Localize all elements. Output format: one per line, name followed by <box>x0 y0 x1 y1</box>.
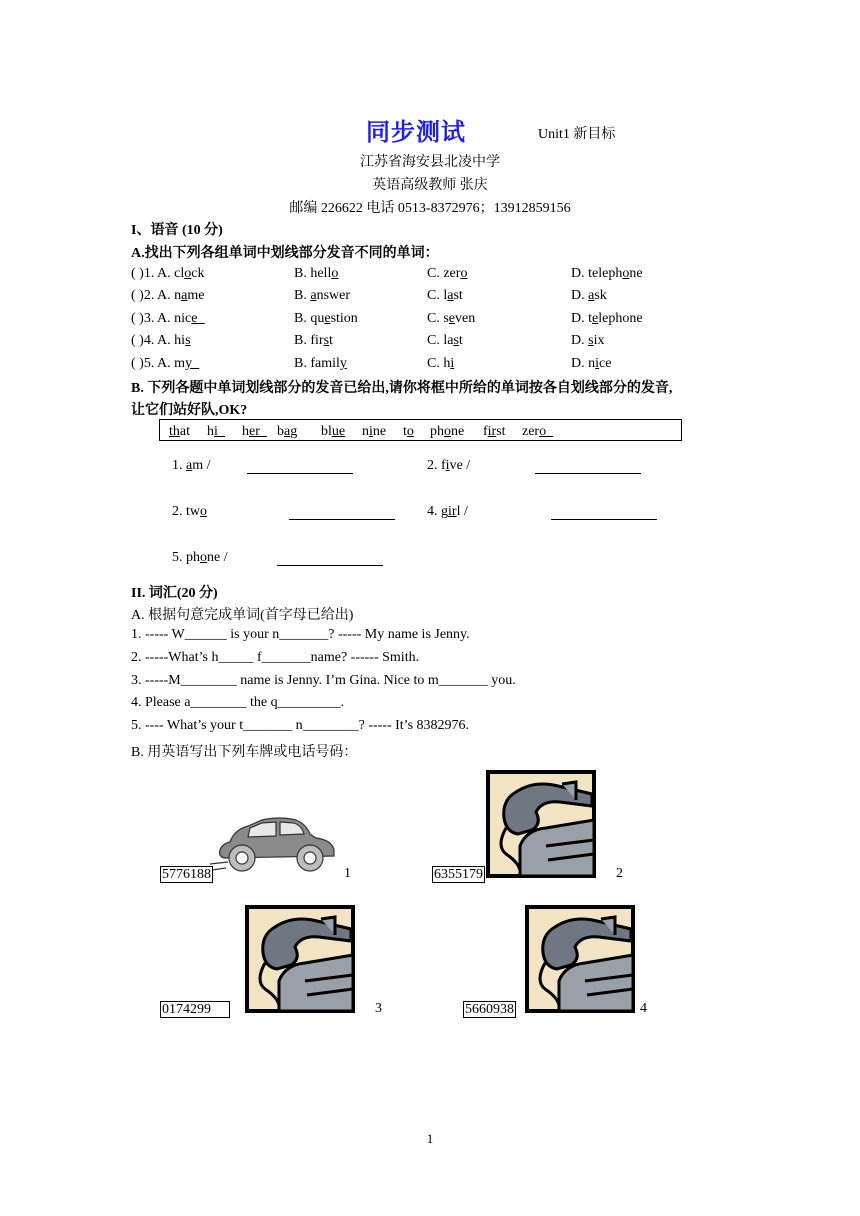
section-2b-heading: B. 用英语写出下列车牌或电话号码： <box>131 745 358 760</box>
option-b: B. answer <box>294 288 350 303</box>
vocab-line-3: 3. -----M________ name is Jenny. I’m Gina. Nice to m_______ you. <box>131 673 516 688</box>
option-d: D. telephone <box>571 266 643 281</box>
box-word: blue <box>321 424 346 439</box>
option-d: D. nice <box>571 356 612 371</box>
option-b: B. hello <box>294 266 339 281</box>
box-word: bag <box>277 424 298 439</box>
plate-1: 5776188 <box>162 867 211 882</box>
option-c: C. last <box>427 333 463 348</box>
vocab-line-2: 2. -----What’s h_____ f_______name? ------ Smith. <box>131 650 420 665</box>
school-name: 江苏省海安县北凌中学 <box>360 155 500 170</box>
option-b: B. first <box>294 333 333 348</box>
teacher-name: 英语高级教师 张庆 <box>372 178 488 193</box>
item-index-1: 1 <box>344 866 351 881</box>
answer-blank[interactable] <box>277 552 383 566</box>
question-row-option-a: ( )4. A. his <box>131 333 191 348</box>
telephone-icon <box>525 905 635 1013</box>
telephone-icon <box>486 770 596 878</box>
unit-label: Unit1 新目标 <box>538 127 616 142</box>
phonics-item-4: 4. girl / <box>427 504 468 519</box>
page-number: 1 <box>426 1131 434 1146</box>
phonics-item-3: 2. two <box>172 504 207 519</box>
box-word: zero_ <box>522 424 554 439</box>
item-index-3: 3 <box>375 1001 382 1016</box>
page-title: 同步测试 <box>366 118 466 146</box>
vocab-line-4: 4. Please a________ the q_________. <box>131 695 345 710</box>
option-c: C. hi <box>427 356 455 371</box>
option-d: D. telephone <box>571 311 643 326</box>
option-d: D. six <box>571 333 605 348</box>
question-row-option-a: ( )1. A. clock <box>131 266 205 281</box>
section-2a-heading: A. 根据句意完成单词(首字母已给出) <box>131 608 354 623</box>
section-1a-heading: A.找出下列各组单词中划线部分发音不同的单词： <box>131 246 439 261</box>
section-2-heading: II. 词汇(20 分) <box>131 586 218 601</box>
option-b: B. family <box>294 356 347 371</box>
question-row-option-a: ( )3. A. nice_ <box>131 311 205 326</box>
answer-blank[interactable] <box>535 460 641 474</box>
word-box <box>159 419 682 441</box>
plate-4: 5660938 <box>465 1002 514 1017</box>
question-row-option-a: ( )2. A. name <box>131 288 205 303</box>
plate-3: 0174299 <box>160 1001 230 1018</box>
section-1b-heading: B. 下列各题中单词划线部分的发音已给出,请你将框中所给的单词按各自划线部分的发音, <box>131 381 673 396</box>
car-icon <box>210 812 342 876</box>
box-word: phone <box>430 424 465 439</box>
phonics-item-2: 2. five / <box>427 458 471 473</box>
answer-blank[interactable] <box>551 506 657 520</box>
question-row-option-a: ( )5. A. my_ <box>131 356 200 371</box>
section-1b-heading-2: 让它们站好队,OK? <box>131 403 248 418</box>
plate-2: 6355179 <box>434 867 483 882</box>
option-c: C. last <box>427 288 463 303</box>
box-word: hi_ <box>207 424 225 439</box>
item-index-2: 2 <box>616 866 623 881</box>
vocab-line-5: 5. ---- What’s your t_______ n________? ----- It’s 8382976. <box>131 718 470 733</box>
telephone-icon <box>245 905 355 1013</box>
answer-blank[interactable] <box>247 460 353 474</box>
item-index-4: 4 <box>640 1001 647 1016</box>
option-b: B. question <box>294 311 358 326</box>
box-word: her_ <box>242 424 267 439</box>
box-word: first <box>483 424 506 439</box>
contact-info: 邮编 226622 电话 0513-8372976；13912859156 <box>289 201 571 216</box>
option-c: C. seven <box>427 311 476 326</box>
phonics-item-5: 5. phone / <box>172 550 228 565</box>
option-c: C. zero <box>427 266 468 281</box>
box-word: that <box>169 424 190 439</box>
section-1-heading: I、语音 (10 分) <box>131 223 223 238</box>
box-word: nine <box>362 424 387 439</box>
box-word: to <box>403 424 414 439</box>
phonics-item-1: 1. am / <box>172 458 211 473</box>
vocab-line-1: 1. ----- W______ is your n_______? ----- My name is Jenny. <box>131 627 470 642</box>
answer-blank[interactable] <box>289 506 395 520</box>
option-d: D. ask <box>571 288 607 303</box>
